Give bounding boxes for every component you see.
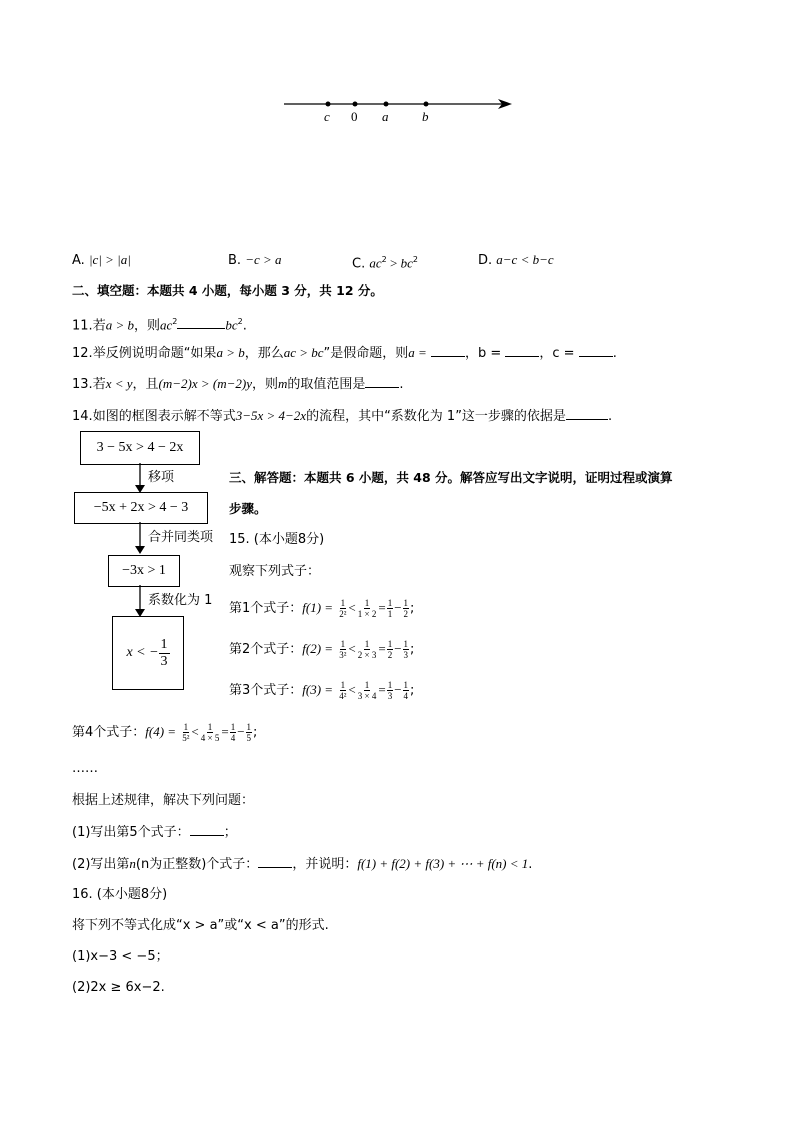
flow-box-4: x < − $\frac{1}{3}$ <box>112 616 184 690</box>
q13: 13.若x < y，且(m−2)x > (m−2)y，则m的取值范围是 . <box>72 376 404 392</box>
option-c: C. $ac^2 > bc^2$ <box>352 255 418 272</box>
section3-heading-line2: 步骤。 <box>229 501 267 516</box>
q15-row-4: 第4个式子：f(4) = $\frac{1}{\text{5²}}$ < $\frac{1}{4 \times 5}$ = $\frac{1}{4}$ − $\frac{1}{5}$ ; <box>72 722 258 743</box>
section3-heading-line1: 三、解答题：本题共 6 小题，共 48 分。解答应写出文字说明，证明过程或演算 <box>229 470 673 485</box>
q15-row-2: 第2个式子：f(2) = $\frac{1}{\text{3²}}$ < $\frac{1}{2 \times 3}$ = $\frac{1}{2}$ − $\frac{1}{3}$ ; <box>229 639 415 660</box>
option-d: D. a−c < b−c <box>478 252 554 268</box>
q14-blank[interactable] <box>566 407 608 420</box>
flow-step-1: 移项 <box>148 470 175 485</box>
q12: 12.举反例说明命题“如果a > b，那么ac > bc”是假命题，则a = ，b = ，c = . <box>72 345 617 361</box>
point-0 <box>353 102 358 107</box>
q15-intro: 观察下列式子： <box>229 564 321 579</box>
q16-head: 16. (本小题8分) <box>72 887 168 902</box>
q16-intro: 将下列不等式化成“x > a”或“x < a”的形式. <box>72 918 329 933</box>
q16-part2: (2)2x ≥ 6x−2. <box>72 980 165 995</box>
q15-head: 15. (本小题8分) <box>229 532 325 547</box>
label-0: 0 <box>351 109 358 124</box>
point-b <box>424 102 429 107</box>
q15-row-1: 第1个式子：f(1) = $\frac{1}{\text{2²}}$ < $\frac{1}{1 \times 2}$ = $\frac{1}{1}$ − $\frac{1}{2}$ ; <box>229 598 415 619</box>
flow-box-2: −5x + 2x > 4 − 3 <box>74 492 208 524</box>
label-c: c <box>324 109 330 124</box>
flow-box-3: −3x > 1 <box>108 555 180 587</box>
q15-part1-blank[interactable] <box>190 823 224 836</box>
flow-arrow-2 <box>134 522 146 554</box>
flow-box-4-fraction: $\frac{1}{3}$ <box>160 636 168 669</box>
option-a: A. |c| > |a| <box>72 252 131 268</box>
number-line <box>280 92 520 132</box>
label-a: a <box>382 109 389 124</box>
q15-rule: 根据上述规律，解决下列问题： <box>72 793 255 808</box>
option-b: B. −c > a <box>228 252 282 268</box>
flow-step-3: 系数化为 1 <box>148 593 213 608</box>
flow-step-2: 合并同类项 <box>148 530 214 545</box>
q15-part1: (1)写出第5个式子： ； <box>72 825 237 840</box>
q11-blank[interactable] <box>177 316 225 329</box>
q14: 14.如图的框图表示解不等式3−5x > 4−2x的流程，其中“系数化为 1”这一步骤的依据是 . <box>72 408 613 424</box>
label-b: b <box>422 109 429 124</box>
flow-arrow-1 <box>134 463 146 493</box>
q11: 11.若a > b，则$ac^2$ $bc^2$. <box>72 317 247 334</box>
q15-part2-blank[interactable] <box>258 855 292 868</box>
flow-box-1: 3 − 5x > 4 − 2x <box>80 431 200 465</box>
q15-part2: (2)写出第n(n为正整数)个式子： ，并说明：f(1) + f(2) + f(3) + ⋯ + f(n) < 1. <box>72 856 533 872</box>
point-c <box>326 102 331 107</box>
q15-row-3: 第3个式子：f(3) = $\frac{1}{\text{4²}}$ < $\frac{1}{3 \times 4}$ = $\frac{1}{3}$ − $\frac{1}{4}$ ; <box>229 680 415 701</box>
q12-blank-c[interactable] <box>579 344 613 357</box>
q16-part1: (1)x−3 < −5； <box>72 949 169 964</box>
point-a <box>384 102 389 107</box>
flow-arrow-3 <box>134 585 146 617</box>
section2-heading: 二、填空题：本题共 4 小题，每小题 3 分，共 12 分。 <box>72 283 383 298</box>
q12-blank-b[interactable] <box>505 344 539 357</box>
q12-blank-a[interactable] <box>431 344 465 357</box>
q15-dots: …… <box>72 761 98 776</box>
q13-blank[interactable] <box>365 375 399 388</box>
